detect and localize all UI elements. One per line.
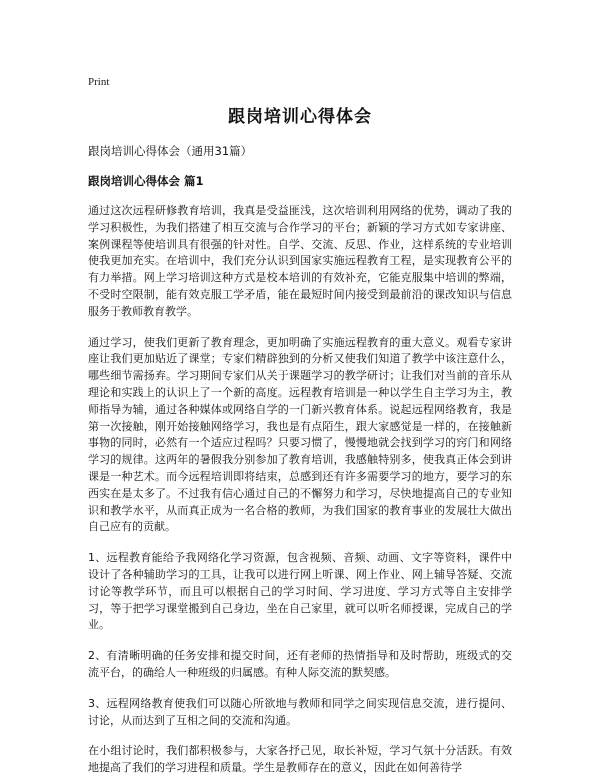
document-title: 跟岗培训心得体会 [228, 107, 372, 127]
paragraph: 在小组讨论时，我们都积极参与，大家各抒己见，取长补短，学习气氛十分活跃。有效地提高了我们的学习进程和质量。学生是教师存在的意义，因此在如何善待学 [88, 744, 512, 775]
section-heading: 跟岗培训心得体会 篇1 [88, 174, 204, 188]
paragraph: 2、有清晰明确的任务安排和提交时间，还有老师的热情指导和及时帮助，班级式的交流平台，的确给人一种班级的归属感。有种人际交流的默契感。 [88, 649, 512, 679]
paragraph: 通过这次远程研修教育培训，我真是受益匪浅，这次培训利用网络的优势，调动了我的学习积极性，为我们搭建了相互交流与合作学习的平台；新颖的学习方式如专家讲座、案例课程等使培训具有很强的针对性。自学、交流、反思、作业，这样系统的专业培训使我更加充实。在培训中，我们充分认识到国家实施远程教育工程，是实现教育公平的有力举措。网上学习培训这种方式是校本培训的有效补充，它能克服集中培训的弊端，不受时空限制，能有效克服工学矛盾，能在最短时间内接受到最前沿的课改知识与信息服务于教师教育教学。 [88, 204, 512, 318]
paragraph: 通过学习，使我们更新了教育理念，更加明确了实施远程教育的重大意义。观看专家讲座让我们更加贴近了课堂；专家们精辟独到的分析又使我们知道了教学中该注意什么，哪些细节需扬弃。学习期间专家们从关于课题学习的教学研讨；让我们对当前的音乐从理论和实践上的认识上了一个新的高度。远程教育培训是一种以学生自主学习为主，教师指导为辅，通过各种媒体或网络自学的一门新兴教育体系。说起远程网络教育，我是第一次接触，刚开始接触网络学习，我也是有点陌生，跟大家感觉是一样的，在接触新事物的同时，必然有一个适应过程吗？只要习惯了，慢慢地就会找到学习的窍门和网络学习的规律。这两年的暑假我分别参加了教育培训，我感触特别多，使我真正体会到讲课是一种艺术。而今远程培训即将结束，总感到还有许多需要学习的地方，要学习的东西实在是太多了。不过我有信心通过自己的不懈努力和学习，尽快地提高自己的专业知识和教学水平，从而真正成为一名合格的教师，为我们国家的教育事业的发展壮大做出自己应有的贡献。 [88, 335, 512, 534]
document-subtitle: 跟岗培训心得体会（通用31篇） [88, 144, 253, 158]
paragraph: 1、远程教育能给予我网络化学习资源，包含视频、音频、动画、文字等资料，课件中设计了各种辅助学习的工具，让我可以进行网上听课、网上作业、网上辅导答疑、交流讨论等教学环节，而且可以根据自己的学习时间、学习进度、学习方式等自主安排学习，等于把学习课堂搬到自己身边，坐在自己家里，就可以听名师授课，完成自己的学业。 [88, 551, 512, 632]
print-link[interactable]: Print [88, 76, 110, 88]
paragraph: 3、远程网络教育使我们可以随心所欲地与教师和同学之间实现信息交流，进行提问、讨论，从而达到了互相之间的交流和沟通。 [88, 696, 512, 727]
